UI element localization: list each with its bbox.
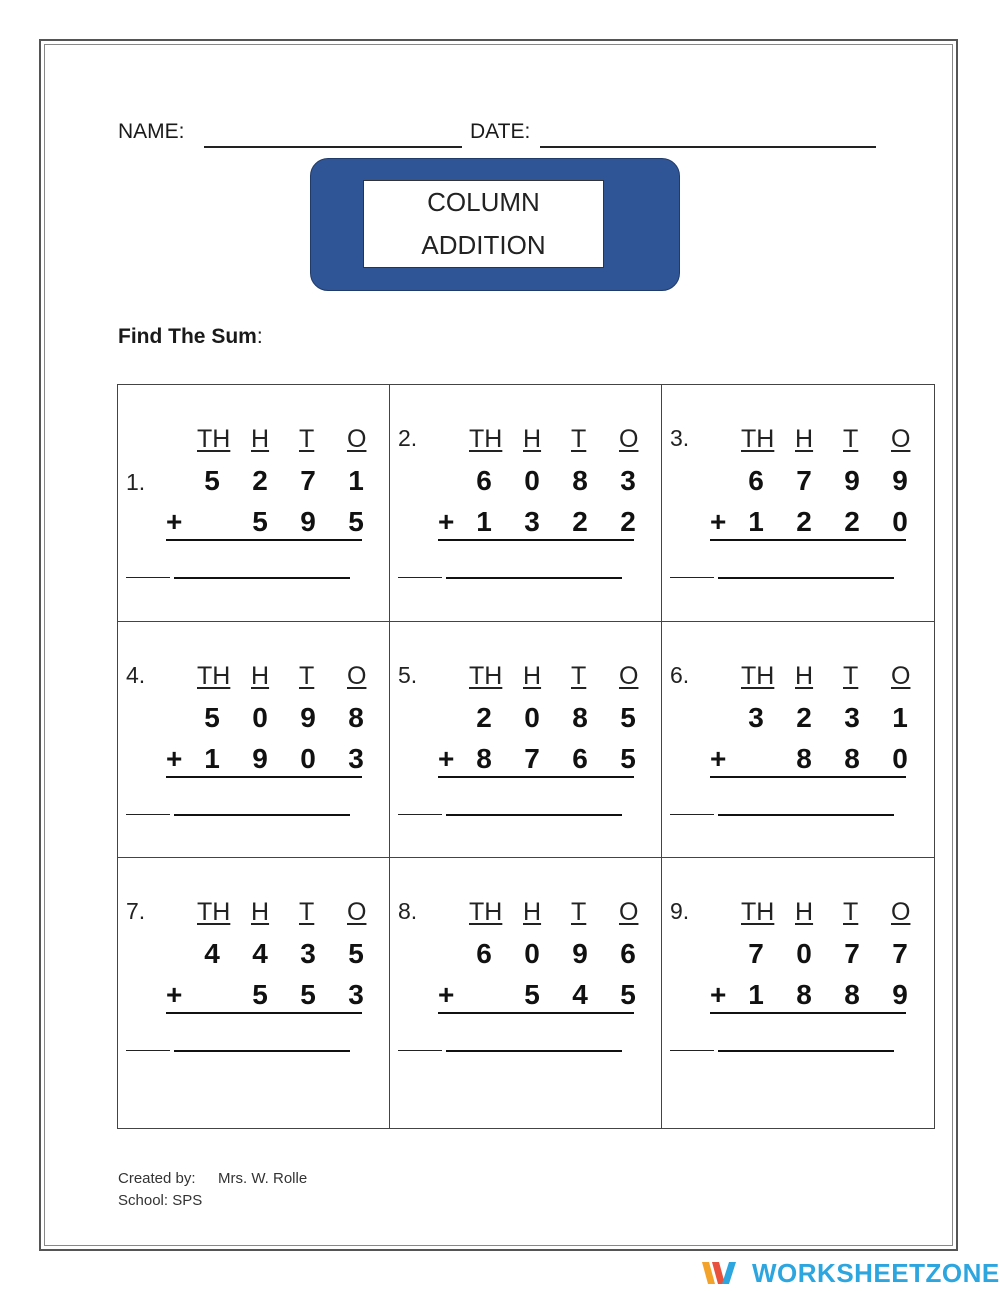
place-value-label: O bbox=[891, 662, 911, 690]
place-value-label: O bbox=[347, 662, 367, 690]
sum-divider-line bbox=[710, 776, 906, 778]
problem-number: 2. bbox=[398, 425, 418, 451]
problem-number: 6. bbox=[670, 662, 690, 688]
top-digit: 3 bbox=[300, 938, 316, 969]
place-value-label: O bbox=[619, 898, 639, 926]
place-value-label: H bbox=[523, 898, 542, 926]
place-value-label: TH bbox=[741, 662, 775, 690]
top-digit: 3 bbox=[844, 702, 860, 733]
answer-line[interactable] bbox=[174, 1050, 350, 1052]
sum-divider-line bbox=[166, 539, 362, 541]
answer-line-carry[interactable] bbox=[126, 577, 170, 578]
top-digit: 3 bbox=[748, 702, 764, 733]
place-value-label: O bbox=[891, 898, 911, 926]
bottom-digit: 1 bbox=[476, 506, 492, 537]
top-digit: 1 bbox=[892, 702, 908, 733]
place-value-label: O bbox=[619, 662, 639, 690]
bottom-digit: 9 bbox=[892, 979, 908, 1010]
problem-grid bbox=[117, 384, 935, 1129]
page-title bbox=[363, 180, 604, 268]
answer-line[interactable] bbox=[446, 1050, 622, 1052]
answer-line[interactable] bbox=[446, 814, 622, 816]
place-value-label: H bbox=[795, 425, 814, 453]
answer-line[interactable] bbox=[174, 814, 350, 816]
top-digit: 8 bbox=[348, 702, 364, 733]
top-digit: 7 bbox=[796, 465, 812, 496]
created-by-value: Mrs. W. Rolle bbox=[218, 1170, 308, 1187]
place-value-label: O bbox=[619, 425, 639, 453]
sum-divider-line bbox=[166, 1012, 362, 1014]
sum-divider-line bbox=[710, 1012, 906, 1014]
top-digit: 7 bbox=[300, 465, 316, 496]
plus-sign: + bbox=[166, 506, 183, 537]
answer-line[interactable] bbox=[718, 814, 894, 816]
place-value-label: H bbox=[251, 662, 270, 690]
top-digit: 5 bbox=[348, 938, 364, 969]
title-line-2: ADDITION bbox=[421, 230, 546, 260]
top-digit: 5 bbox=[204, 465, 220, 496]
date-field-line[interactable] bbox=[540, 146, 876, 148]
top-digit: 1 bbox=[348, 465, 364, 496]
answer-line-carry[interactable] bbox=[670, 1050, 714, 1051]
bottom-digit: 3 bbox=[348, 979, 364, 1010]
top-digit: 8 bbox=[572, 465, 588, 496]
name-label: NAME: bbox=[118, 120, 185, 143]
plus-sign: + bbox=[166, 743, 183, 774]
credits bbox=[118, 1168, 307, 1212]
problem-number: 5. bbox=[398, 662, 418, 688]
place-value-label: H bbox=[795, 662, 814, 690]
answer-line-carry[interactable] bbox=[670, 577, 714, 578]
bottom-digit: 6 bbox=[572, 743, 588, 774]
top-digit: 0 bbox=[252, 702, 268, 733]
place-value-label: T bbox=[299, 898, 315, 926]
problem-cell bbox=[390, 385, 662, 622]
top-digit: 3 bbox=[620, 465, 636, 496]
answer-line-carry[interactable] bbox=[398, 814, 442, 815]
brand-text: WORKSHEETZONE bbox=[752, 1257, 1000, 1288]
problem-cell bbox=[662, 385, 934, 622]
place-value-label: H bbox=[795, 898, 814, 926]
place-value-label: TH bbox=[197, 662, 231, 690]
problem-cell bbox=[118, 622, 390, 858]
bottom-digit: 5 bbox=[300, 979, 316, 1010]
plus-sign: + bbox=[710, 743, 727, 774]
instruction-colon: : bbox=[256, 325, 263, 348]
problem-cell bbox=[662, 622, 934, 858]
problem-cell bbox=[390, 622, 662, 858]
place-value-label: T bbox=[843, 662, 859, 690]
bottom-digit: 9 bbox=[252, 743, 268, 774]
problem-number: 8. bbox=[398, 898, 418, 924]
plus-sign: + bbox=[710, 979, 727, 1010]
place-value-label: T bbox=[571, 898, 587, 926]
place-value-label: TH bbox=[741, 898, 775, 926]
bottom-digit: 8 bbox=[796, 743, 812, 774]
place-value-label: O bbox=[347, 898, 367, 926]
bottom-digit: 0 bbox=[892, 506, 908, 537]
top-digit: 9 bbox=[300, 702, 316, 733]
plus-sign: + bbox=[710, 506, 727, 537]
sum-divider-line bbox=[438, 776, 634, 778]
bottom-digit: 5 bbox=[524, 979, 540, 1010]
place-value-label: T bbox=[571, 662, 587, 690]
bottom-digit: 2 bbox=[572, 506, 588, 537]
bottom-digit: 5 bbox=[620, 743, 636, 774]
sum-divider-line bbox=[166, 776, 362, 778]
bottom-digit: 8 bbox=[796, 979, 812, 1010]
place-value-label: TH bbox=[197, 898, 231, 926]
date-label: DATE: bbox=[470, 120, 531, 143]
instruction-text bbox=[118, 325, 263, 349]
bottom-digit: 8 bbox=[476, 743, 492, 774]
problem-number: 9. bbox=[670, 898, 690, 924]
bottom-digit: 8 bbox=[844, 979, 860, 1010]
place-value-label: H bbox=[523, 425, 542, 453]
bottom-digit: 5 bbox=[252, 979, 268, 1010]
top-digit: 0 bbox=[524, 938, 540, 969]
place-value-label: O bbox=[347, 425, 367, 453]
top-digit: 5 bbox=[204, 702, 220, 733]
top-digit: 5 bbox=[620, 702, 636, 733]
sum-divider-line bbox=[438, 1012, 634, 1014]
place-value-label: T bbox=[571, 425, 587, 453]
problem-number: 1. bbox=[126, 469, 146, 495]
bottom-digit: 5 bbox=[620, 979, 636, 1010]
bottom-digit: 8 bbox=[844, 743, 860, 774]
place-value-label: T bbox=[299, 662, 315, 690]
top-digit: 4 bbox=[204, 938, 220, 969]
problem-number: 4. bbox=[126, 662, 146, 688]
place-value-label: TH bbox=[741, 425, 775, 453]
place-value-label: H bbox=[251, 425, 270, 453]
top-digit: 7 bbox=[748, 938, 764, 969]
bottom-digit: 4 bbox=[572, 979, 588, 1010]
place-value-label: TH bbox=[197, 425, 231, 453]
name-date-row bbox=[118, 120, 878, 150]
answer-line-carry[interactable] bbox=[126, 814, 170, 815]
bottom-digit: 2 bbox=[620, 506, 636, 537]
top-digit: 8 bbox=[572, 702, 588, 733]
title-line-1: COLUMN bbox=[427, 187, 540, 217]
bottom-digit: 3 bbox=[524, 506, 540, 537]
top-digit: 6 bbox=[748, 465, 764, 496]
problem-cell bbox=[662, 858, 934, 1128]
answer-line[interactable] bbox=[718, 1050, 894, 1052]
place-value-label: T bbox=[843, 425, 859, 453]
answer-line-carry[interactable] bbox=[398, 1050, 442, 1051]
answer-line[interactable] bbox=[718, 577, 894, 579]
place-value-label: T bbox=[299, 425, 315, 453]
plus-sign: + bbox=[438, 506, 455, 537]
bottom-digit: 0 bbox=[892, 743, 908, 774]
place-value-label: TH bbox=[469, 662, 503, 690]
top-digit: 4 bbox=[252, 938, 268, 969]
bottom-digit: 2 bbox=[796, 506, 812, 537]
top-digit: 9 bbox=[572, 938, 588, 969]
sum-divider-line bbox=[438, 539, 634, 541]
problem-cell bbox=[118, 385, 390, 622]
plus-sign: + bbox=[438, 743, 455, 774]
place-value-label: O bbox=[891, 425, 911, 453]
instruction-bold: Find The Sum bbox=[118, 325, 257, 348]
top-digit: 9 bbox=[892, 465, 908, 496]
answer-line-carry[interactable] bbox=[670, 814, 714, 815]
plus-sign: + bbox=[438, 979, 455, 1010]
problem-cell bbox=[390, 858, 662, 1128]
top-digit: 9 bbox=[844, 465, 860, 496]
worksheetzone-logo-icon bbox=[700, 1258, 738, 1288]
top-digit: 2 bbox=[476, 702, 492, 733]
bottom-digit: 3 bbox=[348, 743, 364, 774]
bottom-digit: 2 bbox=[844, 506, 860, 537]
name-field-line[interactable] bbox=[204, 146, 462, 148]
top-digit: 0 bbox=[524, 465, 540, 496]
top-digit: 0 bbox=[796, 938, 812, 969]
bottom-digit: 1 bbox=[748, 979, 764, 1010]
place-value-label: TH bbox=[469, 898, 503, 926]
created-by-label: Created by: bbox=[118, 1170, 196, 1187]
place-value-label: H bbox=[523, 662, 542, 690]
problem-number: 3. bbox=[670, 425, 690, 451]
top-digit: 2 bbox=[796, 702, 812, 733]
place-value-label: H bbox=[251, 898, 270, 926]
top-digit: 7 bbox=[892, 938, 908, 969]
top-digit: 7 bbox=[844, 938, 860, 969]
place-value-label: T bbox=[843, 898, 859, 926]
bottom-digit: 1 bbox=[748, 506, 764, 537]
top-digit: 6 bbox=[620, 938, 636, 969]
bottom-digit: 0 bbox=[300, 743, 316, 774]
answer-line-carry[interactable] bbox=[126, 1050, 170, 1051]
bottom-digit: 5 bbox=[348, 506, 364, 537]
top-digit: 0 bbox=[524, 702, 540, 733]
school-label: School: SPS bbox=[118, 1192, 203, 1209]
sum-divider-line bbox=[710, 539, 906, 541]
answer-line-carry[interactable] bbox=[398, 577, 442, 578]
answer-line[interactable] bbox=[174, 577, 350, 579]
top-digit: 6 bbox=[476, 465, 492, 496]
bottom-digit: 7 bbox=[524, 743, 540, 774]
problem-number: 7. bbox=[126, 898, 146, 924]
bottom-digit: 1 bbox=[204, 743, 220, 774]
brand-watermark bbox=[700, 1256, 1000, 1290]
bottom-digit: 9 bbox=[300, 506, 316, 537]
top-digit: 6 bbox=[476, 938, 492, 969]
bottom-digit: 5 bbox=[252, 506, 268, 537]
answer-line[interactable] bbox=[446, 577, 622, 579]
plus-sign: + bbox=[166, 979, 183, 1010]
place-value-label: TH bbox=[469, 425, 503, 453]
top-digit: 2 bbox=[252, 465, 268, 496]
problem-cell bbox=[118, 858, 390, 1128]
